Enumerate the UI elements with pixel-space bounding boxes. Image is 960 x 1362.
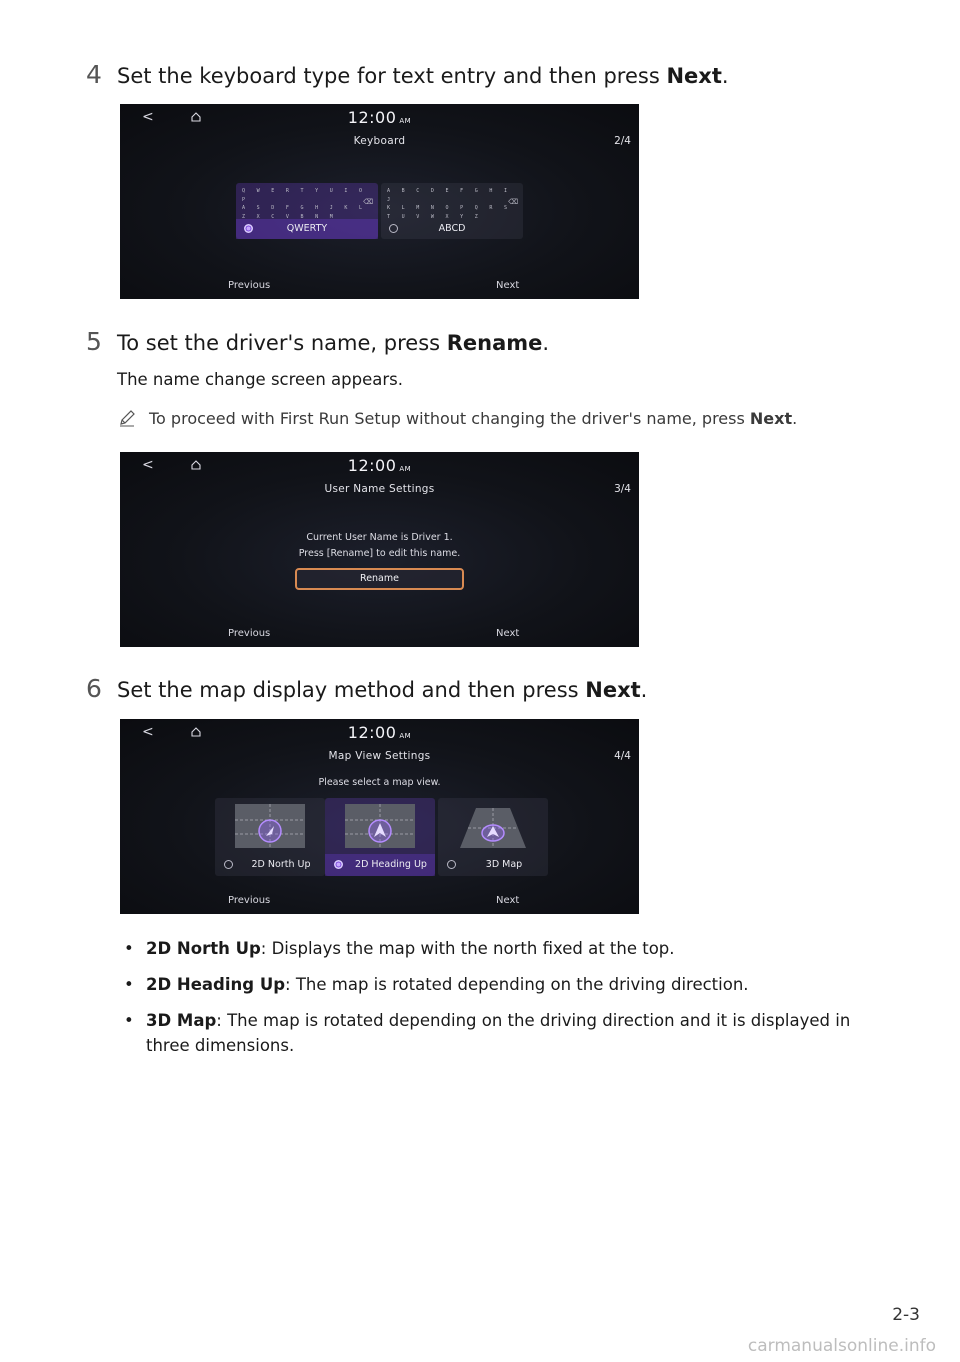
3d-map-icon xyxy=(458,804,528,848)
map-view-options-list xyxy=(124,936,884,1069)
page-indicator: 2/4 xyxy=(614,135,631,147)
next-button[interactable]: Next xyxy=(496,280,520,291)
page-number: 2-3 xyxy=(892,1305,920,1325)
back-icon[interactable]: < xyxy=(142,109,154,125)
clock: 12:00 AM xyxy=(347,723,412,742)
backspace-icon: ⌫ xyxy=(508,198,518,206)
north-up-map-icon xyxy=(235,804,305,848)
list-item: • 3D Map: The map is rotated depending on the driving direction and it is displayed in three dimensions. xyxy=(124,1008,884,1058)
step-number: 5 xyxy=(86,327,102,356)
map-option-3d-map[interactable] xyxy=(438,798,548,876)
list-item: • 2D North Up: Displays the map with the north fixed at the top. xyxy=(124,936,884,961)
clock: 12:00 AM xyxy=(347,108,412,127)
heading-up-map-icon xyxy=(345,804,415,848)
map-view-screen xyxy=(120,719,639,914)
next-button[interactable]: Next xyxy=(496,628,520,639)
option-label: 2D Heading Up xyxy=(355,859,427,870)
backspace-icon: ⌫ xyxy=(363,198,373,206)
watermark: carmanualsonline.info xyxy=(747,1336,936,1356)
step-text: Set the keyboard type for text entry and then press Next. xyxy=(117,64,729,88)
screen-title: Map View Settings xyxy=(328,750,431,762)
step-5-heading xyxy=(86,327,549,356)
screen-title: Keyboard xyxy=(353,135,406,147)
step-text: Set the map display method and then press Next. xyxy=(117,678,648,702)
option-label: 3D Map xyxy=(485,859,523,870)
note xyxy=(117,408,797,428)
pencil-note-icon xyxy=(117,408,139,428)
radio-unselected[interactable] xyxy=(224,860,233,869)
step-number: 6 xyxy=(86,674,102,703)
page-indicator: 3/4 xyxy=(614,483,631,495)
note-text: To proceed with First Run Setup without changing the driver's name, press Next. xyxy=(149,408,798,428)
clock: 12:00 AM xyxy=(347,456,412,475)
step-number: 4 xyxy=(86,60,102,89)
page-indicator: 4/4 xyxy=(614,750,631,762)
step-4-heading xyxy=(86,60,729,89)
back-icon[interactable]: < xyxy=(142,457,154,473)
radio-selected[interactable] xyxy=(334,860,343,869)
current-name-text: Current User Name is Driver 1. xyxy=(306,532,453,543)
screen-title: User Name Settings xyxy=(324,483,435,495)
map-option-2d-heading-up[interactable] xyxy=(325,798,435,876)
previous-button[interactable]: Previous xyxy=(228,628,271,639)
step-6-heading xyxy=(86,674,647,703)
keyboard-option-qwerty[interactable] xyxy=(236,183,378,239)
option-label: ABCD xyxy=(438,223,466,234)
user-name-screen xyxy=(120,452,639,647)
step-5-description: The name change screen appears. xyxy=(117,370,403,389)
next-button[interactable]: Next xyxy=(496,895,520,906)
keyboard-option-abcd[interactable] xyxy=(381,183,523,239)
option-label: QWERTY xyxy=(286,223,328,234)
keyboard-preview: A B C D E F G H I J K L M N O P Q R S T U V W X Y Z xyxy=(387,188,512,220)
list-item: • 2D Heading Up: The map is rotated depending on the driving direction. xyxy=(124,972,884,997)
keyboard-screen xyxy=(120,104,639,299)
rename-button[interactable]: Rename xyxy=(295,568,464,590)
keyboard-preview: Q W E R T Y U I O P A S D F G H J K L Z X C V B N M xyxy=(242,188,367,220)
previous-button[interactable]: Previous xyxy=(228,895,271,906)
map-option-2d-north-up[interactable] xyxy=(215,798,325,876)
option-label: 2D North Up xyxy=(251,859,311,870)
map-prompt: Please select a map view. xyxy=(318,777,441,788)
rename-instruction: Press [Rename] to edit this name. xyxy=(298,548,461,559)
previous-button[interactable]: Previous xyxy=(228,280,271,291)
step-text: To set the driver's name, press Rename. xyxy=(117,331,550,355)
back-icon[interactable]: < xyxy=(142,724,154,740)
radio-unselected[interactable] xyxy=(447,860,456,869)
